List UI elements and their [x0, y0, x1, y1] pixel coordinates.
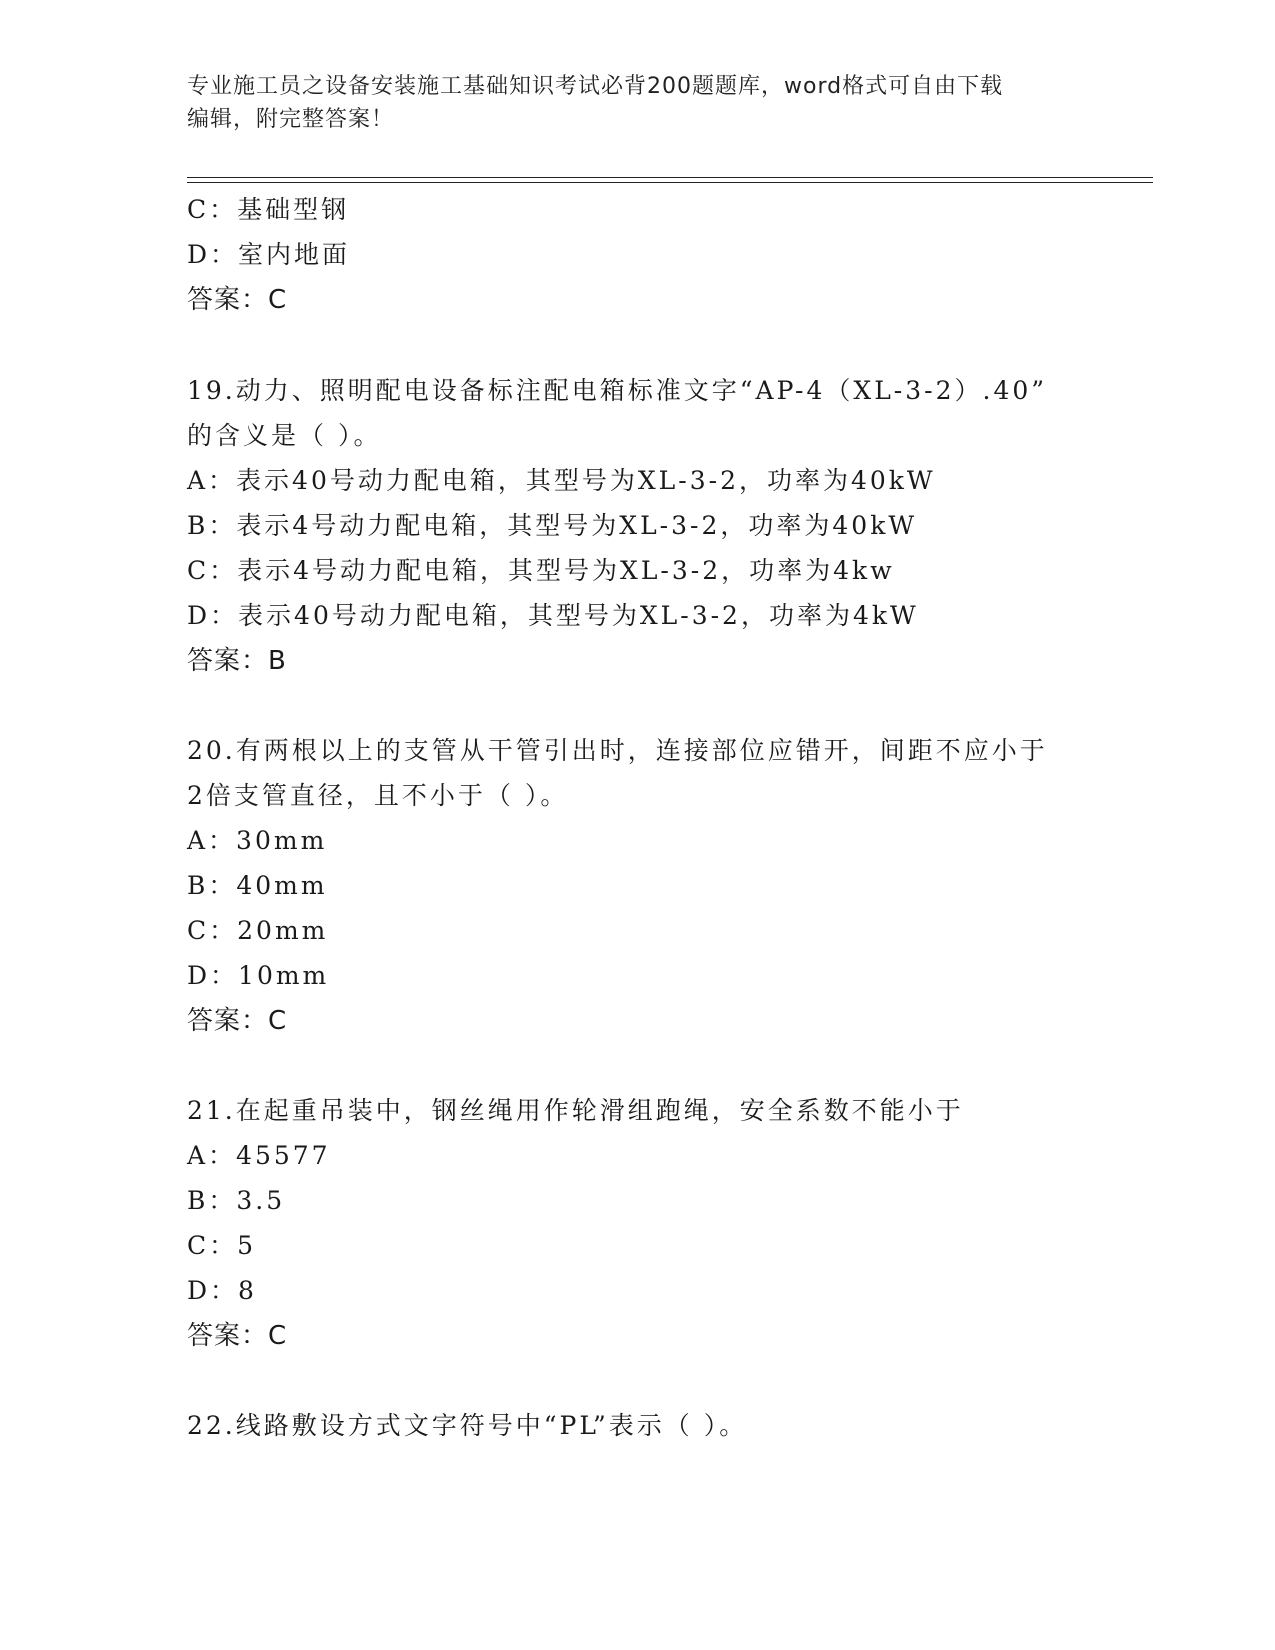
header-divider-top: [187, 177, 1153, 178]
q20-option-a: A：30mm: [187, 826, 328, 855]
q19-option-c: C：表示4号动力配电箱，其型号为XL-3-2，功率为4kw: [187, 556, 895, 585]
header-title-line1: 专业施工员之设备安装施工基础知识考试必背200题题库，word格式可自由下载: [187, 74, 1004, 99]
q21-option-c: C：5: [187, 1231, 257, 1260]
q19-answer: 答案：B: [187, 646, 287, 676]
q21-option-d: D：8: [187, 1276, 257, 1305]
q22-stem-line1: 22.线路敷设方式文字符号中“PL”表示（ ）。: [187, 1411, 748, 1440]
q21-stem-line1: 21.在起重吊装中，钢丝绳用作轮滑组跑绳，安全系数不能小于: [187, 1096, 964, 1125]
header-divider-bottom: [187, 182, 1153, 183]
q20-option-d: D：10mm: [187, 961, 330, 990]
q19-option-a: A：表示40号动力配电箱，其型号为XL-3-2，功率为40kW: [187, 466, 936, 495]
q20-answer: 答案：C: [187, 1006, 288, 1036]
q21-option-b: B：3.5: [187, 1186, 286, 1215]
q19-option-d: D：表示40号动力配电箱，其型号为XL-3-2，功率为4kW: [187, 601, 919, 630]
document-header: [187, 70, 1087, 136]
q20-option-b: B：40mm: [187, 871, 328, 900]
q18-option-d: D：室内地面: [187, 240, 351, 269]
q20-stem-line1: 20.有两根以上的支管从干管引出时，连接部位应错开，间距不应小于: [187, 736, 1048, 765]
q21-answer: 答案：C: [187, 1321, 288, 1351]
q20-stem-line2: 2倍支管直径，且不小于（ ）。: [187, 781, 569, 810]
q19-stem-line2: 的含义是（ ）。: [187, 421, 382, 450]
q21-option-a: A：45577: [187, 1141, 331, 1170]
header-title-line2: 编辑，附完整答案！: [187, 107, 395, 132]
q18-answer: 答案：C: [187, 285, 288, 315]
q20-option-c: C：20mm: [187, 916, 329, 945]
q18-option-c: C：基础型钢: [187, 195, 350, 224]
q19-stem-line1: 19.动力、照明配电设备标注配电箱标准文字“AP-4（XL-3-2）.40”: [187, 376, 1048, 405]
q19-option-b: B：表示4号动力配电箱，其型号为XL-3-2，功率为40kW: [187, 511, 918, 540]
